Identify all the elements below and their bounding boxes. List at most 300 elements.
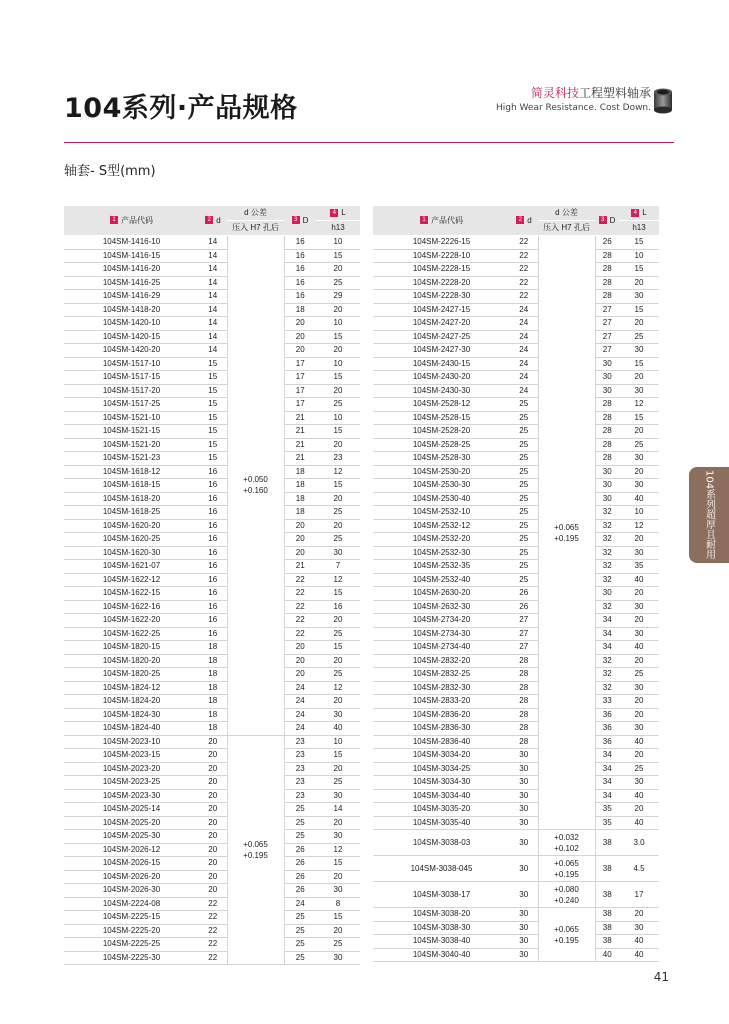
inner-diameter-cell: 16 (199, 614, 227, 628)
table-row (373, 789, 659, 803)
inner-diameter-cell: 30 (510, 948, 538, 962)
product-code-cell: 104SM-2832-30 (373, 681, 510, 695)
tolerance-upper: +0.080 (554, 884, 579, 894)
outer-diameter-cell: 28 (595, 276, 619, 290)
product-code-cell: 104SM-3034-25 (373, 762, 510, 776)
product-code-cell: 104SM-2225-15 (64, 911, 199, 925)
outer-diameter-cell: 34 (595, 776, 619, 790)
table-row (64, 263, 360, 277)
table-row (64, 411, 360, 425)
brand-rest: 工程塑料轴承 (578, 86, 651, 100)
product-code-cell: 104SM-2530-20 (373, 465, 510, 479)
inner-diameter-cell: 22 (199, 938, 227, 952)
outer-diameter-cell: 34 (595, 627, 619, 641)
inner-diameter-cell: 16 (199, 506, 227, 520)
length-cell: 4.5 (619, 856, 659, 882)
table-row (373, 438, 659, 452)
table-row (64, 884, 360, 898)
outer-diameter-cell: 28 (595, 290, 619, 304)
spec-table-left-body (64, 236, 360, 965)
table-row (373, 776, 659, 790)
table-row (64, 546, 360, 560)
product-code-cell: 104SM-1622-16 (64, 600, 199, 614)
length-cell: 15 (619, 411, 659, 425)
inner-diameter-cell: 28 (510, 735, 538, 749)
inner-diameter-cell: 27 (510, 641, 538, 655)
table-row (373, 560, 659, 574)
table-row (373, 276, 659, 290)
outer-diameter-cell: 26 (284, 884, 316, 898)
table-row (64, 438, 360, 452)
length-cell: 30 (619, 681, 659, 695)
inner-diameter-cell: 25 (510, 573, 538, 587)
inner-diameter-cell: 25 (510, 411, 538, 425)
length-cell: 30 (316, 884, 360, 898)
inner-diameter-cell: 30 (510, 789, 538, 803)
length-cell: 35 (619, 560, 659, 574)
product-code-cell: 104SM-2228-20 (373, 276, 510, 290)
product-code-cell: 104SM-1521-23 (64, 452, 199, 466)
table-row (64, 452, 360, 466)
product-code-cell: 104SM-3035-40 (373, 816, 510, 830)
outer-diameter-cell: 30 (595, 479, 619, 493)
table-row (64, 857, 360, 871)
outer-diameter-cell: 28 (595, 411, 619, 425)
inner-diameter-cell: 16 (199, 600, 227, 614)
inner-diameter-cell: 14 (199, 317, 227, 331)
length-cell: 15 (316, 749, 360, 763)
table-row (64, 641, 360, 655)
product-code-cell: 104SM-1622-12 (64, 573, 199, 587)
length-cell: 20 (316, 762, 360, 776)
product-code-cell: 104SM-3034-40 (373, 789, 510, 803)
length-cell: 15 (619, 263, 659, 277)
outer-diameter-cell: 18 (284, 465, 316, 479)
header-d: 2 d (199, 206, 227, 236)
inner-diameter-cell: 20 (199, 843, 227, 857)
length-cell: 12 (316, 681, 360, 695)
table-row (64, 344, 360, 358)
table-row (64, 303, 360, 317)
length-cell: 20 (619, 803, 659, 817)
outer-diameter-cell: 32 (595, 654, 619, 668)
inner-diameter-cell: 26 (510, 587, 538, 601)
outer-diameter-cell: 22 (284, 573, 316, 587)
tolerance-upper: +0.032 (554, 832, 579, 842)
outer-diameter-cell: 23 (284, 762, 316, 776)
inner-diameter-cell: 30 (510, 830, 538, 856)
inner-diameter-cell: 16 (199, 492, 227, 506)
inner-diameter-cell: 30 (510, 762, 538, 776)
product-code-cell: 104SM-2023-15 (64, 749, 199, 763)
product-code-cell: 104SM-1618-12 (64, 465, 199, 479)
product-code-cell: 104SM-2833-20 (373, 695, 510, 709)
outer-diameter-cell: 32 (595, 560, 619, 574)
inner-diameter-cell: 24 (510, 384, 538, 398)
length-cell: 30 (316, 708, 360, 722)
inner-diameter-cell: 30 (510, 803, 538, 817)
tolerance-lower: +0.240 (554, 895, 579, 905)
table-row (373, 263, 659, 277)
inner-diameter-cell: 18 (199, 708, 227, 722)
product-code-cell: 104SM-2528-30 (373, 452, 510, 466)
outer-diameter-cell: 28 (595, 398, 619, 412)
table-row (373, 708, 659, 722)
spec-table-right (373, 206, 659, 962)
section-side-tab[interactable]: 104系列超厚且耐用 (689, 467, 729, 563)
length-cell: 30 (619, 452, 659, 466)
inner-diameter-cell: 15 (199, 438, 227, 452)
table-row (373, 695, 659, 709)
tolerance-upper: +0.065 (554, 522, 579, 532)
length-cell: 40 (619, 948, 659, 962)
outer-diameter-cell: 38 (595, 921, 619, 935)
tolerance-upper: +0.065 (554, 858, 579, 868)
bearing-icon (653, 88, 673, 114)
table-row (64, 249, 360, 263)
table-row (64, 560, 360, 574)
product-code-cell: 104SM-2832-20 (373, 654, 510, 668)
table-row (64, 317, 360, 331)
outer-diameter-cell: 30 (595, 384, 619, 398)
header-tolerance-sub: 压入 H7 孔后 (227, 221, 284, 236)
inner-diameter-cell: 20 (199, 803, 227, 817)
length-cell: 12 (316, 843, 360, 857)
table-row (373, 614, 659, 628)
table-row (373, 921, 659, 935)
outer-diameter-cell: 28 (595, 452, 619, 466)
table-row (373, 384, 659, 398)
length-cell: 25 (619, 668, 659, 682)
table-row (373, 371, 659, 385)
product-code-cell: 104SM-1420-10 (64, 317, 199, 331)
table-row (373, 654, 659, 668)
tolerance-lower: +0.195 (554, 935, 579, 945)
outer-diameter-cell: 20 (284, 533, 316, 547)
outer-diameter-cell: 26 (284, 857, 316, 871)
length-cell: 25 (619, 762, 659, 776)
outer-diameter-cell: 17 (284, 398, 316, 412)
length-cell: 20 (619, 654, 659, 668)
length-cell: 20 (316, 924, 360, 938)
product-code-cell: 104SM-1824-30 (64, 708, 199, 722)
product-code-cell: 104SM-1416-10 (64, 236, 199, 250)
inner-diameter-cell: 27 (510, 614, 538, 628)
brand-tagline: High Wear Resistance. Cost Down. (496, 103, 651, 113)
product-code-cell: 104SM-1622-25 (64, 627, 199, 641)
outer-diameter-cell: 24 (284, 681, 316, 695)
tolerance-cell (538, 856, 595, 882)
table-row (373, 290, 659, 304)
outer-diameter-cell: 17 (284, 384, 316, 398)
table-row (373, 546, 659, 560)
length-cell: 17 (619, 882, 659, 908)
table-row (373, 573, 659, 587)
table-row (64, 722, 360, 736)
length-cell: 10 (316, 735, 360, 749)
outer-diameter-cell: 25 (284, 816, 316, 830)
inner-diameter-cell: 16 (199, 479, 227, 493)
tolerance-lower: +0.160 (243, 486, 268, 496)
product-code-cell: 104SM-3034-20 (373, 749, 510, 763)
outer-diameter-cell: 35 (595, 803, 619, 817)
length-cell: 3.0 (619, 830, 659, 856)
length-cell: 30 (619, 290, 659, 304)
length-cell: 15 (316, 587, 360, 601)
length-cell: 30 (619, 546, 659, 560)
inner-diameter-cell: 16 (199, 546, 227, 560)
table-row (64, 789, 360, 803)
length-cell: 30 (316, 830, 360, 844)
product-code-cell: 104SM-3038-17 (373, 882, 510, 908)
length-cell: 20 (619, 317, 659, 331)
outer-diameter-cell: 23 (284, 735, 316, 749)
outer-diameter-cell: 20 (284, 641, 316, 655)
inner-diameter-cell: 25 (510, 452, 538, 466)
inner-diameter-cell: 24 (510, 371, 538, 385)
inner-diameter-cell: 16 (199, 519, 227, 533)
table-row (64, 533, 360, 547)
table-row (373, 303, 659, 317)
length-cell: 20 (316, 816, 360, 830)
outer-diameter-cell: 24 (284, 722, 316, 736)
product-code-cell: 104SM-2026-15 (64, 857, 199, 871)
product-code-cell: 104SM-2532-30 (373, 546, 510, 560)
inner-diameter-cell: 25 (510, 533, 538, 547)
header-code: 1 产品代码 (373, 206, 510, 236)
product-code-cell: 104SM-1618-15 (64, 479, 199, 493)
length-cell: 20 (316, 870, 360, 884)
table-row (64, 911, 360, 925)
outer-diameter-cell: 20 (284, 668, 316, 682)
product-code-cell: 104SM-2430-20 (373, 371, 510, 385)
outer-diameter-cell: 27 (595, 330, 619, 344)
inner-diameter-cell: 15 (199, 411, 227, 425)
outer-diameter-cell: 27 (595, 303, 619, 317)
outer-diameter-cell: 32 (595, 546, 619, 560)
outer-diameter-cell: 32 (595, 519, 619, 533)
table-row (64, 330, 360, 344)
table-row (64, 479, 360, 493)
outer-diameter-cell: 36 (595, 722, 619, 736)
table-row (64, 371, 360, 385)
outer-diameter-cell: 24 (284, 695, 316, 709)
length-cell: 15 (316, 479, 360, 493)
table-row (64, 492, 360, 506)
product-code-cell: 104SM-1420-15 (64, 330, 199, 344)
product-code-cell: 104SM-2832-25 (373, 668, 510, 682)
product-code-cell: 104SM-2532-40 (373, 573, 510, 587)
table-row (64, 762, 360, 776)
product-code-cell: 104SM-2427-15 (373, 303, 510, 317)
table-row (373, 681, 659, 695)
length-cell: 30 (619, 776, 659, 790)
outer-diameter-cell: 25 (284, 924, 316, 938)
length-cell: 30 (619, 627, 659, 641)
product-code-cell: 104SM-1620-30 (64, 546, 199, 560)
product-code-cell: 104SM-2228-30 (373, 290, 510, 304)
outer-diameter-cell: 33 (595, 695, 619, 709)
outer-diameter-cell: 21 (284, 452, 316, 466)
product-code-cell: 104SM-2427-30 (373, 344, 510, 358)
product-code-cell: 104SM-1521-15 (64, 425, 199, 439)
table-row (64, 938, 360, 952)
product-code-cell: 104SM-1622-15 (64, 587, 199, 601)
tolerance-cell (227, 735, 284, 965)
inner-diameter-cell: 20 (199, 870, 227, 884)
outer-diameter-cell: 18 (284, 492, 316, 506)
tolerance-cell (538, 830, 595, 856)
inner-diameter-cell: 20 (199, 884, 227, 898)
product-code-cell: 104SM-2734-30 (373, 627, 510, 641)
header-L: 4 L (316, 206, 360, 221)
outer-diameter-cell: 20 (284, 344, 316, 358)
product-code-cell: 104SM-1618-20 (64, 492, 199, 506)
outer-diameter-cell: 26 (284, 870, 316, 884)
outer-diameter-cell: 36 (595, 708, 619, 722)
inner-diameter-cell: 14 (199, 276, 227, 290)
inner-diameter-cell: 28 (510, 695, 538, 709)
length-cell: 20 (316, 384, 360, 398)
outer-diameter-cell: 38 (595, 856, 619, 882)
product-code-cell: 104SM-1824-12 (64, 681, 199, 695)
inner-diameter-cell: 25 (510, 506, 538, 520)
table-row (373, 479, 659, 493)
product-code-cell: 104SM-2228-15 (373, 263, 510, 277)
tolerance-upper: +0.065 (243, 839, 268, 849)
inner-diameter-cell: 25 (510, 560, 538, 574)
table-row (64, 870, 360, 884)
length-cell: 20 (619, 908, 659, 922)
outer-diameter-cell: 32 (595, 533, 619, 547)
outer-diameter-cell: 16 (284, 276, 316, 290)
table-row (64, 627, 360, 641)
inner-diameter-cell: 15 (199, 384, 227, 398)
length-cell: 20 (316, 654, 360, 668)
product-code-cell: 104SM-2226-15 (373, 236, 510, 250)
product-code-cell: 104SM-2530-40 (373, 492, 510, 506)
outer-diameter-cell: 28 (595, 438, 619, 452)
table-row (373, 762, 659, 776)
header-tolerance-sub: 压入 H7 孔后 (538, 221, 595, 236)
outer-diameter-cell: 26 (595, 236, 619, 250)
tolerance-upper: +0.050 (243, 475, 268, 485)
product-code-cell: 104SM-1420-20 (64, 344, 199, 358)
table-row (373, 948, 659, 962)
table-row (64, 897, 360, 911)
inner-diameter-cell: 18 (199, 722, 227, 736)
product-code-cell: 104SM-1517-10 (64, 357, 199, 371)
length-cell: 20 (619, 695, 659, 709)
header-d: 2 d (510, 206, 538, 236)
table-row (64, 573, 360, 587)
product-code-cell: 104SM-1620-20 (64, 519, 199, 533)
inner-diameter-cell: 15 (199, 371, 227, 385)
length-cell: 30 (619, 384, 659, 398)
inner-diameter-cell: 18 (199, 668, 227, 682)
header-L: 4 L (619, 206, 659, 221)
length-cell: 20 (619, 425, 659, 439)
table-row (373, 722, 659, 736)
length-cell: 15 (619, 303, 659, 317)
length-cell: 15 (316, 371, 360, 385)
outer-diameter-cell: 23 (284, 749, 316, 763)
inner-diameter-cell: 25 (510, 398, 538, 412)
table-row (64, 425, 360, 439)
length-cell: 15 (316, 857, 360, 871)
length-cell: 20 (619, 533, 659, 547)
product-code-cell: 104SM-2530-30 (373, 479, 510, 493)
header-L-sub: h13 (619, 221, 659, 236)
table-row (373, 249, 659, 263)
length-cell: 30 (619, 600, 659, 614)
product-code-cell: 104SM-1824-20 (64, 695, 199, 709)
length-cell: 20 (316, 614, 360, 628)
table-row (373, 641, 659, 655)
length-cell: 20 (316, 438, 360, 452)
inner-diameter-cell: 25 (510, 438, 538, 452)
inner-diameter-cell: 24 (510, 357, 538, 371)
header-tolerance: d 公差 (227, 206, 284, 221)
length-cell: 30 (619, 479, 659, 493)
outer-diameter-cell: 38 (595, 882, 619, 908)
table-row (373, 344, 659, 358)
inner-diameter-cell: 28 (510, 708, 538, 722)
length-cell: 25 (316, 276, 360, 290)
product-code-cell: 104SM-1620-25 (64, 533, 199, 547)
table-row (64, 816, 360, 830)
inner-diameter-cell: 14 (199, 290, 227, 304)
inner-diameter-cell: 22 (510, 263, 538, 277)
outer-diameter-cell: 16 (284, 263, 316, 277)
length-cell: 40 (619, 816, 659, 830)
inner-diameter-cell: 14 (199, 249, 227, 263)
product-code-cell: 104SM-2532-10 (373, 506, 510, 520)
page-number: 41 (653, 970, 669, 984)
product-code-cell: 104SM-3038-30 (373, 921, 510, 935)
tolerance-cell (538, 882, 595, 908)
length-cell: 20 (316, 263, 360, 277)
length-cell: 30 (619, 921, 659, 935)
product-code-cell: 104SM-2025-20 (64, 816, 199, 830)
inner-diameter-cell: 24 (510, 344, 538, 358)
inner-diameter-cell: 18 (199, 681, 227, 695)
outer-diameter-cell: 34 (595, 749, 619, 763)
product-code-cell: 104SM-1416-25 (64, 276, 199, 290)
inner-diameter-cell: 14 (199, 330, 227, 344)
product-code-cell: 104SM-2023-20 (64, 762, 199, 776)
inner-diameter-cell: 28 (510, 668, 538, 682)
tolerance-lower: +0.195 (554, 533, 579, 543)
inner-diameter-cell: 20 (199, 830, 227, 844)
outer-diameter-cell: 25 (284, 830, 316, 844)
inner-diameter-cell: 30 (510, 749, 538, 763)
inner-diameter-cell: 28 (510, 722, 538, 736)
outer-diameter-cell: 22 (284, 627, 316, 641)
length-cell: 25 (316, 506, 360, 520)
length-cell: 20 (619, 276, 659, 290)
product-code-cell: 104SM-2430-30 (373, 384, 510, 398)
inner-diameter-cell: 15 (199, 357, 227, 371)
length-cell: 30 (619, 344, 659, 358)
length-cell: 40 (619, 492, 659, 506)
inner-diameter-cell: 18 (199, 654, 227, 668)
outer-diameter-cell: 30 (595, 371, 619, 385)
outer-diameter-cell: 32 (595, 506, 619, 520)
inner-diameter-cell: 25 (510, 425, 538, 439)
product-code-cell: 104SM-2025-14 (64, 803, 199, 817)
table-row (373, 330, 659, 344)
